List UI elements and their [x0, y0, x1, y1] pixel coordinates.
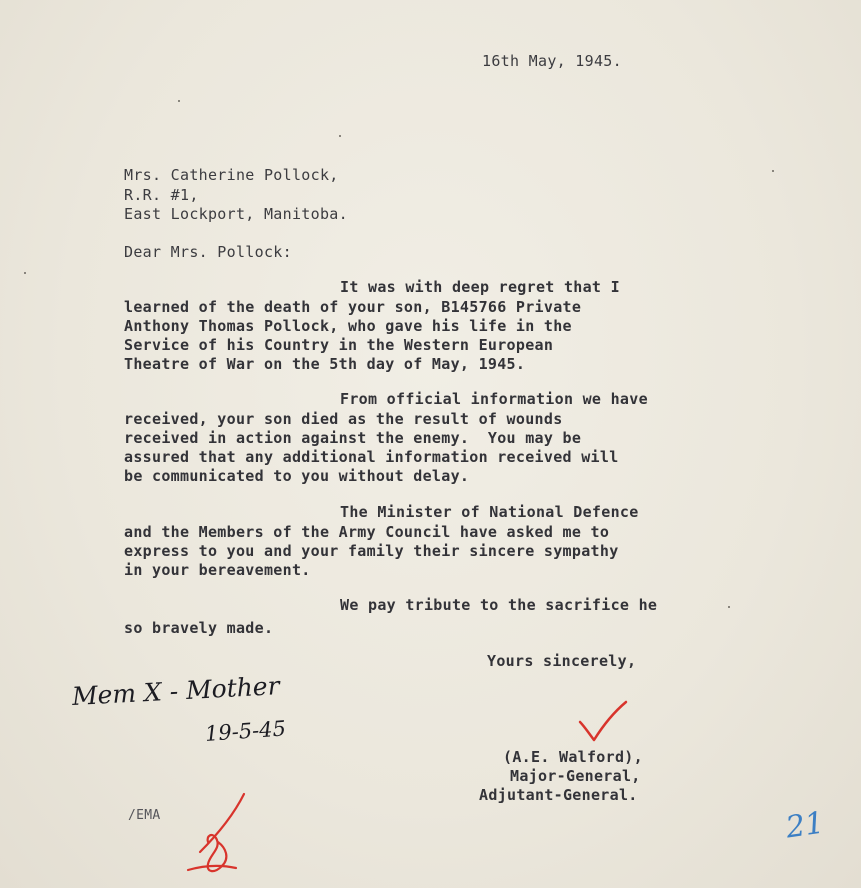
handwritten-note: Mem X - Mother	[71, 671, 281, 711]
page-number-annotation: 21	[783, 805, 827, 846]
paragraph-line: assured that any additional information received will	[124, 448, 619, 466]
closing: Yours sincerely,	[487, 652, 637, 670]
reference-initials: /EMA	[128, 808, 161, 823]
salutation: Dear Mrs. Pollock:	[124, 243, 292, 261]
paper-speck	[178, 100, 180, 102]
address-line-name: Mrs. Catherine Pollock,	[124, 166, 339, 184]
red-checkmark-icon	[574, 700, 634, 750]
handwritten-date: 19-5-45	[204, 716, 287, 746]
paragraph-line: in your bereavement.	[124, 561, 311, 579]
paragraph-line: Anthony Thomas Pollock, who gave his life in the	[124, 317, 572, 335]
signature-name: (A.E. Walford),	[503, 748, 643, 766]
paragraph-line: received in action against the enemy. You may be	[124, 429, 582, 447]
paper-speck	[728, 606, 730, 608]
letter-date: 16th May, 1945.	[482, 52, 622, 70]
paragraph-line: received, your son died as the result of wounds	[124, 410, 563, 428]
paragraph-line: so bravely made.	[124, 619, 274, 637]
paragraph-line: Theatre of War on the 5th day of May, 1945.	[124, 355, 526, 373]
address-line-route: R.R. #1,	[124, 186, 199, 204]
signature-rank: Major-General,	[510, 767, 641, 785]
paragraph-line: Service of his Country in the Western European	[124, 336, 554, 354]
paragraph-line: be communicated to you without delay.	[124, 467, 470, 485]
paper-speck	[339, 135, 341, 137]
signature-title: Adjutant-General.	[479, 786, 638, 804]
paper-speck	[772, 170, 774, 172]
paragraph-line: We pay tribute to the sacrifice he	[340, 596, 658, 614]
paragraph-line: express to you and your family their sincere sympathy	[124, 542, 619, 560]
address-line-town: East Lockport, Manitoba.	[124, 205, 348, 223]
red-scribble-mark-icon	[178, 790, 268, 880]
paragraph-line: From official information we have	[340, 390, 648, 408]
paragraph-line: The Minister of National Defence	[340, 503, 639, 521]
paragraph-line: It was with deep regret that I	[340, 278, 620, 296]
paragraph-line: and the Members of the Army Council have asked me to	[124, 523, 610, 541]
paragraph-line: learned of the death of your son, B145766 Private	[124, 298, 582, 316]
paper-speck	[24, 272, 26, 274]
